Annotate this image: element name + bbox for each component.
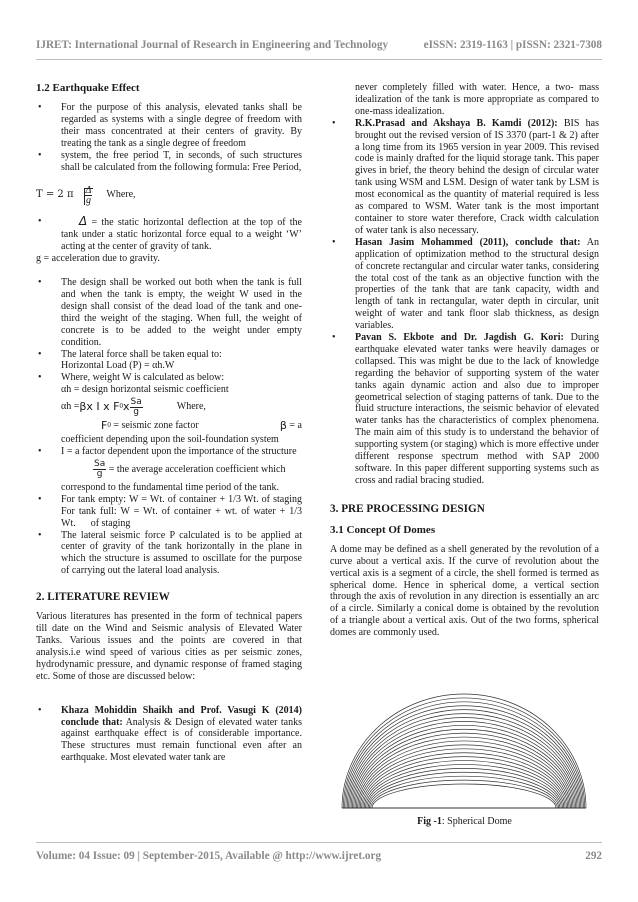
issn-label: eISSN: 2319-1163 | pISSN: 2321-7308	[423, 39, 602, 51]
sa-over-g: $\frac{Sa}{g}$	[130, 396, 142, 417]
review-list-left	[36, 705, 302, 765]
dome-arc-line	[350, 717, 578, 808]
design-list	[36, 277, 302, 577]
where-label: Where,	[106, 189, 136, 201]
list-item: • Δ = the static horizontal deflection at the top of the tank under a static horizontal force equal to a weight ‘W’ acting at the center of gravity of tank.	[36, 216, 302, 253]
list-item: • Pavan S. Ekbote and Dr. Jagdish G. Kori: During earthquake elevated water tanks were heavily damages or collapsed. This was might be due to the lack of knowledge regarding the behavior of supporting system of the water tanks again dynamic action and also due to improper geometrical selection of staging patterns of tank. Due to the fluid structure interactions, the seismic behavior of elevated water tanks has the characteristics of complex phenomena. The main aim of this study is to understand the behavior of supporting system (or staging) which is more effective under different response spectrum method with SAP 2000 software. In this paper different supporting systems such as cross and radial bracing studied.	[330, 332, 599, 487]
review-continuation: never completely filled with water. Hence, a two- mass idealization of the tank is more appropriate as compared to one-mass idealization.	[355, 82, 599, 117]
dome-arc-line	[367, 768, 561, 808]
figure-caption: Fig -1: Spherical Dome	[417, 816, 512, 827]
dome-arc-line	[352, 725, 575, 808]
list-item: • The lateral seismic force P calculated is to be applied at center of gravity of the tank horizontally in the plane in which the structure is assumed to oscillate for the purpose of carrying out the lateral load analysis.	[36, 530, 302, 578]
list-item: • For the purpose of this analysis, elevated tanks shall be regarded as systems with a single degree of freedom with their mass concentrated at their centers of gravity. By treating the tank as a single degree of freedom	[36, 102, 302, 150]
list-item: • The lateral force shall be taken equal to: Horizontal Load (P) = αh.W	[36, 349, 302, 373]
delta-over-g: $\frac{\Delta}{g}$	[85, 184, 92, 206]
list-item: • Khaza Mohiddin Shaikh and Prof. Vasugi K (2014) conclude that: Analysis & Design of elevated water tanks against earthquake effect is of considerable importance. These structures must remain functional even after an earthquake. Most elevated water tank are	[36, 705, 302, 765]
section-3-title: 3. PRE PROCESSING DESIGN	[330, 502, 485, 515]
right-column	[330, 82, 599, 639]
dome-arc-line	[368, 772, 560, 808]
left-column	[36, 82, 302, 764]
volume-info: Volume: 04 Issue: 09 | September-2015, Available @ http://www.ijret.org	[36, 850, 382, 862]
literature-paragraph: Various literatures has presented in the form of technical papers till date on the Wind and Seismic analysis of Elevated Water Tanks. Various issues and the points are covered in that analysis.i.e wind speed of various cities as per seismic zones, hydrodynamic pressure, and dynamic response of framed staging etc. Some of those are discussed below:	[36, 611, 302, 682]
earthquake-list	[36, 102, 302, 173]
section-2-title: 2. LITERATURE REVIEW	[36, 591, 170, 604]
sa-definition: $\frac{Sa}{g}$ = the average acceleration coefficient which	[94, 459, 286, 480]
period-formula	[36, 179, 302, 211]
header-rule	[36, 59, 602, 60]
section-3-1-title: 3.1 Concept Of Domes	[330, 523, 436, 536]
section-1-2-title: 1.2 Earthquake Effect	[36, 82, 140, 94]
list-item: • Where, weight W is calculated as below: αh = design horizontal seismic coefficient αh = βx I x F 0 x $\frac{Sa}{g}$ Where, F 0 = seismic zone factor β = a coefficient depending upon the soil-foundation system	[36, 372, 302, 446]
sqrt-symbol	[76, 186, 93, 205]
dome-arc-line	[369, 776, 558, 808]
page-number: 292	[585, 850, 602, 862]
zone-factor-line: F 0 = seismic zone factor β = a	[101, 419, 302, 433]
spherical-dome-figure	[340, 690, 588, 810]
g-definition: g = acceleration due to gravity.	[36, 253, 160, 265]
formula-lhs: T = 2 π	[36, 189, 74, 201]
list-item: • R.K.Prasad and Akshaya B. Kamdi (2012): BIS has brought out the revised version of IS 3370 (part-1 & 2) after a long time from its 1965 version in year 2009. This revised code is mainly drafted for the liquid storage tank. This paper gives in brief, the theory behind the design of circular water tank using WSM and LSM. Design of water tank by LSM is most economical as the quantity of material required is less as compared to WSM. Water tank is the most important container to store water therefore, Crack width calculation of water tank is also necessary.	[330, 118, 599, 237]
alpha-formula: αh = βx I x F 0 x $\frac{Sa}{g}$ Where,	[61, 396, 206, 417]
list-item: • For tank empty: W = Wt. of container + 1/3 Wt. of staging For tank full: W = Wt. of container + wt. of water + 1/3 Wt. of staging	[36, 494, 302, 530]
review-list-right	[330, 118, 599, 487]
dome-paragraph: A dome may be defined as a shell generated by the revolution of a curve about a vertical axis. If the curve of revolution about the vertical axis is a segment of a circle, the shell formed is termed as spherical dome. Hence in spherical dome, a vertical section through the axis of revolution in any direction is essentially an arc of a circle. Similarly a conical dome is obtained by the revolution of a triangle about a vertical axis. Out of the two forms, spherical domes are commonly used.	[330, 543, 599, 639]
list-item: • Hasan Jasim Mohammed (2011), conclude that: An application of optimization method to the structural design of concrete rectangular and circular water tanks, considering the total cost of the tank as an objective function with the properties of the tank that are tank capacity, width and length of tank in rectangular, water depth in circular, unit weight of water and tank floor slab thickness, as design variables.	[330, 237, 599, 332]
list-item: • system, the free period T, in seconds, of such structures shall be calculated from the following formula: Free Period,	[36, 150, 302, 174]
list-item: • I = a factor dependent upon the importance of the structure $\frac{Sa}{g}$ = the average acceleration coefficient which correspond to the fundamental time period of the tank.	[36, 446, 302, 494]
footer-rule	[36, 842, 602, 843]
deflection-list	[36, 216, 302, 253]
list-item: • The design shall be worked out both when the tank is full and when the tank is empty, the weight W used in the design shall consist of the dead load of the tank and one-third the weight of the staging. When full, the weight of concrete is to be added to the weight under empty condition.	[36, 277, 302, 348]
journal-title: IJRET: International Journal of Research in Engineering and Technology	[36, 39, 389, 51]
dome-arc-line	[358, 741, 571, 808]
delta-symbol: Δ	[79, 214, 88, 229]
